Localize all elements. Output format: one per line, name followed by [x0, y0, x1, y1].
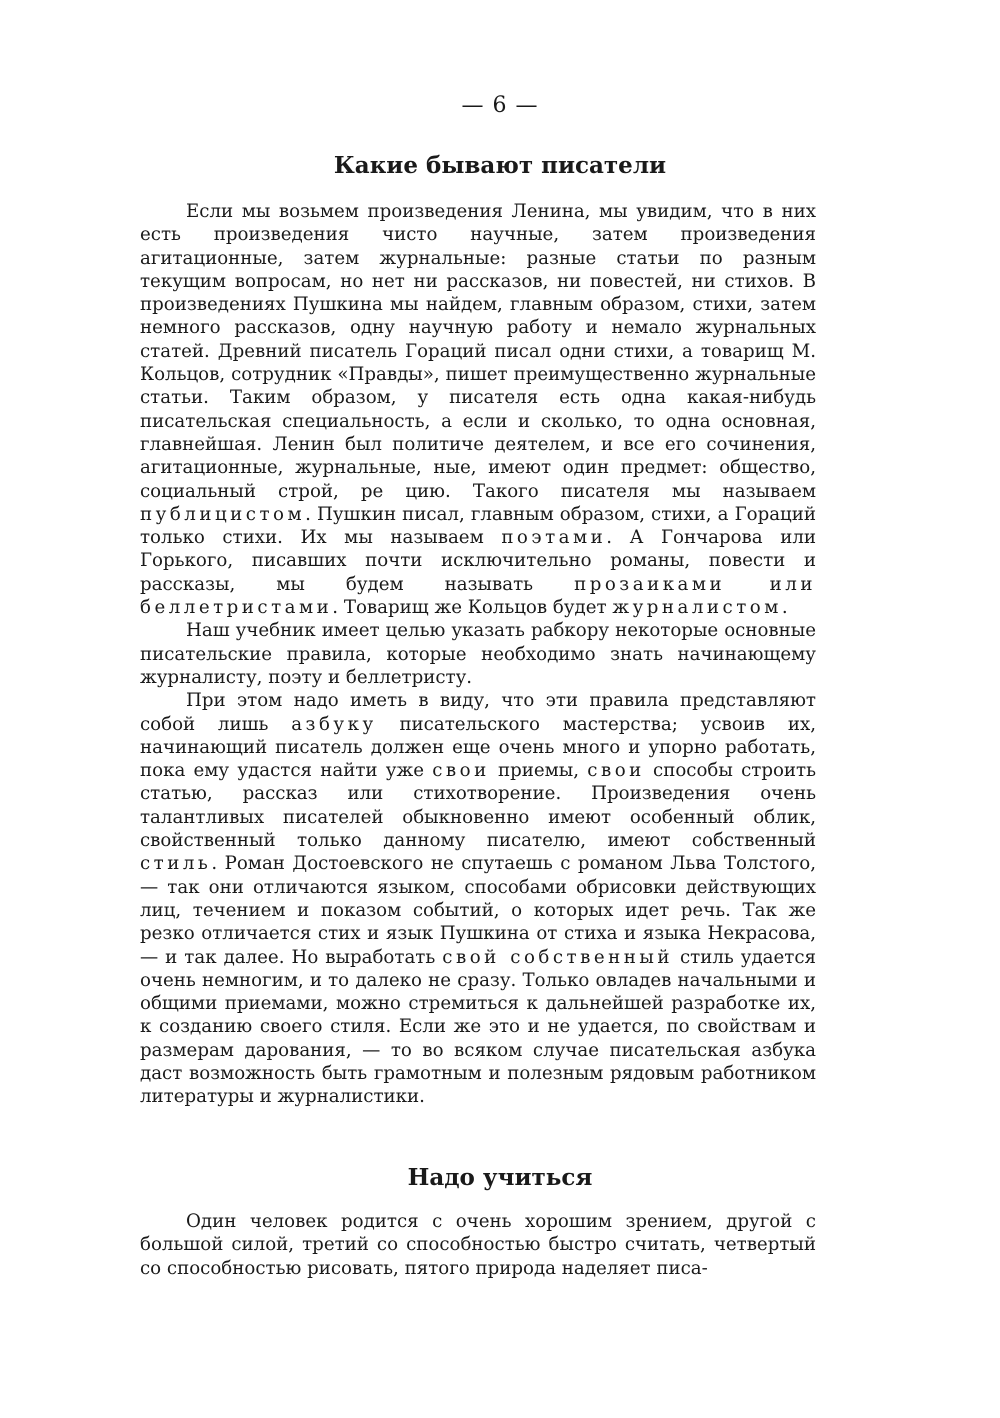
section-body-writer-types [140, 200, 816, 1109]
text-run: . Роман Достоевского не спутаешь с романом Льва Толстого, — так они отличаются языком, способами обрисовки действующих лиц, течением и показом событий, о которых идет речь. Так же резко отличается стих и язык Пушкина от стиха и языка Некрасова, — и так далее. Но выработать [140, 853, 816, 968]
text-run: приемы, [489, 760, 588, 782]
emphasized-term: публицистом [140, 503, 306, 525]
section-body-must-learn [140, 1210, 816, 1280]
emphasized-term: поэтами [501, 527, 607, 549]
paragraph-2: Наш учебник имеет целью указать рабкору некоторые основные писательские правила, которые необходимо знать начинающему журналисту, поэту и беллетристу. [140, 620, 816, 688]
emphasized-term: свои [432, 760, 490, 782]
emphasized-term: азбуку [291, 713, 377, 735]
emphasized-term: прозаиками или беллетристами [140, 573, 816, 619]
text-run: писательского мастерства; усвоив их, начинающий писатель должен еще очень много и упорно работать, пока ему удастся найти уже [140, 713, 816, 782]
paragraph-3 [140, 689, 816, 1108]
text-run: Если мы возьмем произведения Ленина, мы увидим, что в них есть произведения чисто научные, затем произведения агитационные, затем журнальные: разные статьи по разным текущим вопросам, но нет ни рассказов, ни повестей, ни стихов. В произведениях Пушкина мы найдем, главным образом, стихи, затем немного рассказов, одну научную работу и немало журнальных статей. Древний писатель Гораций писал одни стихи, а товарищ М. Кольцов, сотрудник «Правды», пишет преимущественно журнальные статьи. Таким образом, у писателя есть одна какая-нибудь писательская специальность, а если и сколько, то одна основная, главнейшая. Ленин был политиче деятелем, и все его сочинения, агитационные, журнальные, ные, имеют один предмет: общество, социальный строй, ре цию. Такого писателя мы называем [140, 201, 816, 502]
text-run: . А Гончарова или Горького, писавших почти исключительно романы, повести и рассказы, мы будем называть [140, 527, 816, 595]
section-heading-must-learn: Надо учиться [407, 1164, 593, 1191]
emphasized-term: стиль [140, 853, 212, 875]
text-run: стиль удается очень немногим, и то далеко не сразу. Только овладев начальными и общими приемами, можно стремиться к дальнейшей разработке их, к созданию своего стиля. Если же это и не удается, по свойствам и размерам дарования, — то во всяком случае писательская азбука даст возможность быть грамотным и полезным рядовым работником литературы и журналистики. [140, 946, 817, 1108]
text-run: . Пушкин писал, главным образом, стихи, а Гораций только стихи. Их мы называем [140, 503, 816, 549]
text-run: . Товарищ же Кольцов будет [332, 597, 613, 619]
emphasized-term: свой собственный [442, 946, 673, 968]
section-heading-writer-types: Какие бывают писатели [333, 152, 667, 179]
text-run: . [781, 597, 788, 619]
paragraph-1 [140, 200, 816, 619]
emphasized-term: свои [587, 760, 645, 782]
emphasized-term: журналистом [612, 597, 782, 619]
text-run: При этом надо иметь в виду, что эти правила представляют собой лишь [140, 690, 816, 735]
paragraph-4: Один человек родится с очень хорошим зрением, другой с большой силой, третий со способностью быстро считать, четвертый со способностью рисовать, пятого природа наделяет писа- [140, 1211, 816, 1279]
page-number: — 6 — [461, 93, 539, 118]
text-run: способы строить статью, рассказ или стихотворение. Произведения очень талантливых писателей обыкновенно имеют особенный облик, свойственный только данному писателю, имеют собственный [140, 760, 816, 852]
